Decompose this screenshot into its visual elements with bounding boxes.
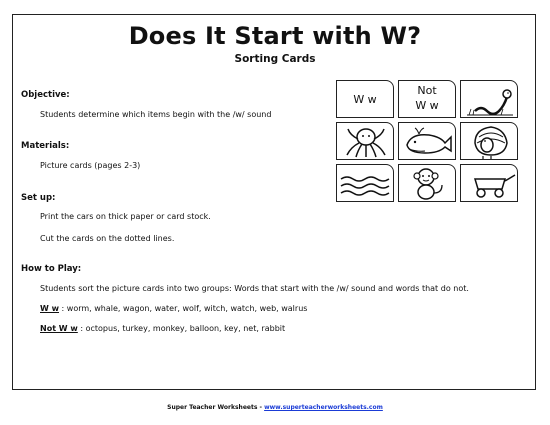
ww-separator: : xyxy=(59,304,67,313)
wagon-icon xyxy=(461,165,519,203)
octopus-icon xyxy=(337,123,395,161)
materials-heading: Materials: xyxy=(21,141,70,151)
materials-text: Picture cards (pages 2-3) xyxy=(40,161,141,170)
card-not-ww xyxy=(398,80,456,118)
objective-heading: Objective: xyxy=(21,90,70,100)
card-ww xyxy=(336,80,394,118)
card-ww-label: W w xyxy=(353,93,377,106)
footer-separator: - xyxy=(257,404,265,411)
ww-label: W w xyxy=(40,304,59,313)
card-octopus xyxy=(336,122,394,160)
notww-word-list xyxy=(40,324,285,333)
card-water xyxy=(336,164,394,202)
card-not-ww-label: W w xyxy=(415,99,439,112)
footer xyxy=(0,404,550,411)
card-monkey xyxy=(398,164,456,202)
setup-line-2: Cut the cards on the dotted lines. xyxy=(40,234,175,243)
page-border xyxy=(12,14,536,390)
page-subtitle: Sorting Cards xyxy=(234,53,316,65)
howto-heading: How to Play: xyxy=(21,264,82,274)
card-grid xyxy=(336,80,522,202)
monkey-icon xyxy=(399,165,457,203)
notww-label: Not W w xyxy=(40,324,78,333)
card-turkey xyxy=(460,122,518,160)
footer-link[interactable]: www.superteacherworksheets.com xyxy=(264,404,383,411)
page-title: Does It Start with W? xyxy=(128,22,422,50)
worm-icon xyxy=(461,81,519,119)
footer-brand: Super Teacher Worksheets xyxy=(167,404,258,411)
notww-separator: : xyxy=(77,324,86,333)
whale-icon xyxy=(399,123,457,161)
turkey-icon xyxy=(461,123,519,161)
water-icon xyxy=(337,165,395,203)
objective-text: Students determine which items begin with the /w/ sound xyxy=(40,110,272,119)
setup-line-1: Print the cars on thick paper or card stock. xyxy=(40,212,211,221)
ww-word-list xyxy=(40,304,307,313)
card-not-label: Not xyxy=(417,84,437,97)
card-whale xyxy=(398,122,456,160)
ww-list: worm, whale, wagon, water, wolf, witch, watch, web, walrus xyxy=(66,304,308,313)
setup-heading: Set up: xyxy=(21,193,56,203)
notww-list: octopus, turkey, monkey, balloon, key, net, rabbit xyxy=(85,324,286,333)
card-worm xyxy=(460,80,518,118)
card-wagon xyxy=(460,164,518,202)
howto-text: Students sort the picture cards into two groups: Words that start with the /w/ sound and words that do not. xyxy=(40,284,469,293)
